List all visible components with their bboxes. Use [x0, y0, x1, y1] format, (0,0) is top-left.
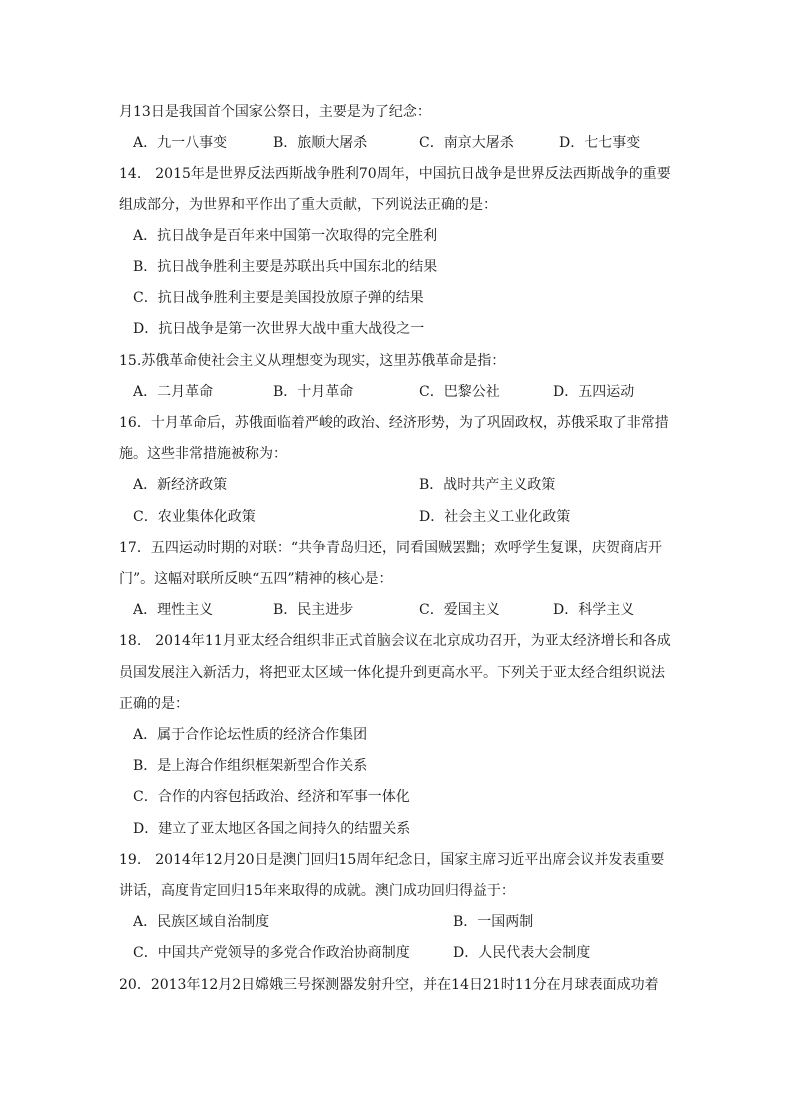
q13-stem-tail: 月13日是我国首个国家公祭日，主要是为了纪念： [119, 104, 431, 120]
q18-option-a: A．属于合作论坛性质的经济合作集团 [133, 727, 368, 743]
q17-stem-line-1: 17．五四运动时期的对联：“共争青岛归还，同看国贼罢黜；欢呼学生复课，庆贺商店开 [119, 540, 662, 556]
q17-option-d: D．科学主义 [553, 602, 635, 618]
q16-option-a: A．新经济政策 [133, 477, 228, 493]
q15-option-c: C．巴黎公社 [419, 384, 500, 400]
q17-option-c: C．爱国主义 [419, 602, 500, 618]
q16-stem-line-1: 16．十月革命后，苏俄面临着严峻的政治、经济形势，为了巩固政权，苏俄采取了非常措 [119, 415, 669, 431]
q13-option-b: B．旅顺大屠杀 [273, 135, 368, 151]
q14-stem-line-1: 14. 2015年是世界反法西斯战争胜利70周年，中国抗日战争是世界反法西斯战争的重要 [119, 166, 671, 182]
q17-option-b: B．民主进步 [273, 602, 354, 618]
q14-option-d: D．抗日战争是第一次世界大战中重大战役之一 [133, 321, 425, 337]
q13-option-c: C．南京大屠杀 [419, 135, 514, 151]
q14-stem-line-2: 组成部分，为世界和平作出了重大贡献，下列说法正确的是： [119, 197, 497, 213]
q16-options-row-1 [133, 474, 693, 496]
q13-option-a: A．九一八事变 [133, 135, 228, 151]
q19-option-c: C．中国共产党领导的多党合作政治协商制度 [133, 945, 410, 961]
q18-stem-line-1: 18. 2014年11月亚太经合组织非正式首脑会议在北京成功召开，为亚太经济增长和各成 [119, 633, 671, 649]
q18-option-c: C．合作的内容包括政治、经济和军事一体化 [133, 789, 410, 805]
q14-option-c: C．抗日战争胜利主要是美国投放原子弹的结果 [133, 290, 424, 306]
q17-options [133, 599, 693, 621]
q16-options-row-2 [133, 506, 693, 528]
q19-option-a: A．民族区域自治制度 [133, 914, 270, 930]
q15-option-d: D．五四运动 [553, 384, 635, 400]
q16-option-c: C．农业集体化政策 [133, 509, 256, 525]
q16-stem-line-2: 施。这些非常措施被称为： [119, 446, 287, 462]
q18-stem-line-3: 正确的是： [119, 696, 189, 712]
q15-option-b: B．十月革命 [273, 384, 354, 400]
q19-options-row-1 [133, 911, 693, 933]
q15-stem: 15.苏俄革命使社会主义从理想变为现实，这里苏俄革命是指： [119, 353, 506, 369]
q14-option-b: B．抗日战争胜利主要是苏联出兵中国东北的结果 [133, 259, 438, 275]
q19-stem-line-1: 19. 2014年12月20日是澳门回归15周年纪念日，国家主席习近平出席会议并发表重要 [119, 852, 665, 868]
q19-option-b: B．一国两制 [453, 914, 534, 930]
q15-options [133, 381, 693, 403]
q17-option-a: A．理性主义 [133, 602, 214, 618]
q13-options [133, 132, 693, 154]
q14-option-a: A．抗日战争是百年来中国第一次取得的完全胜利 [133, 228, 438, 244]
q18-stem-line-2: 员国发展注入新活力，将把亚太区域一体化提升到更高水平。下列关于亚太经合组织说法 [119, 665, 665, 681]
q13-option-d: D．七七事变 [559, 135, 641, 151]
q19-option-d: D．人民代表大会制度 [453, 945, 591, 961]
q17-stem-line-2: 门”。这幅对联所反映“五四”精神的核心是： [119, 571, 393, 587]
q18-option-d: D．建立了亚太地区各国之间持久的结盟关系 [133, 821, 411, 837]
q15-option-a: A．二月革命 [133, 384, 214, 400]
q16-option-d: D．社会主义工业化政策 [419, 509, 571, 525]
q16-option-b: B．战时共产主义政策 [419, 477, 556, 493]
q19-options-row-2 [133, 942, 693, 964]
q18-option-b: B．是上海合作组织框架新型合作关系 [133, 758, 368, 774]
q20-stem-line-1: 20．2013年12月2日嫦娥三号探测器发射升空，并在14日21时11分在月球表面成功着 [119, 977, 659, 993]
q19-stem-line-2: 讲话，高度肯定回归15年来取得的成就。澳门成功回归得益于： [119, 883, 515, 899]
